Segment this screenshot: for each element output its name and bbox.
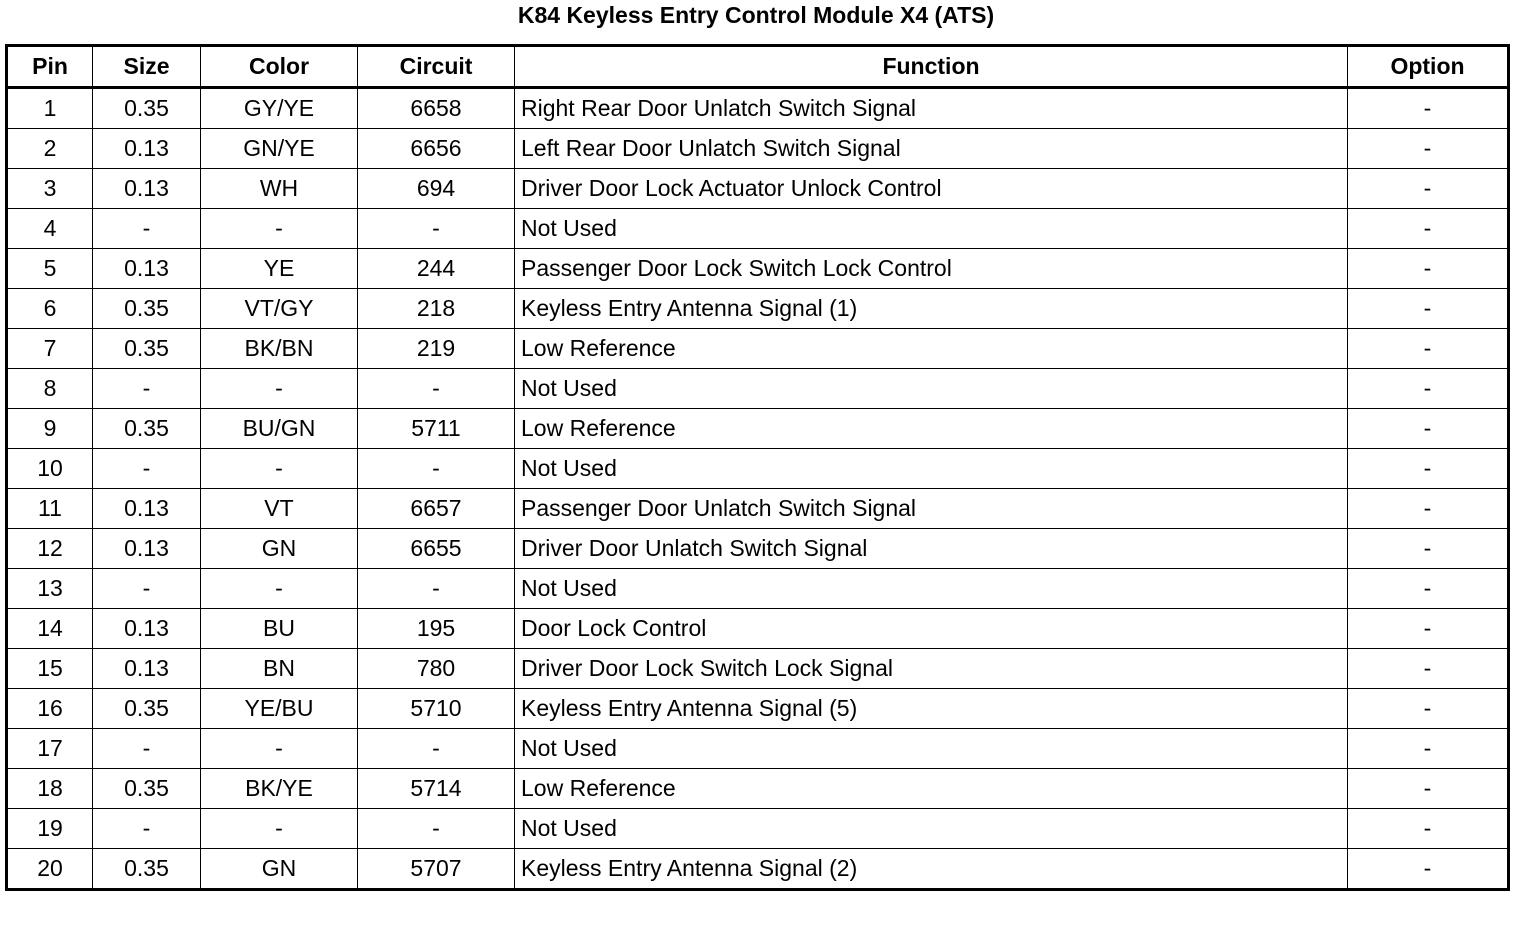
- cell-color: -: [201, 209, 358, 249]
- cell-size: 0.35: [93, 769, 201, 809]
- cell-function: Low Reference: [515, 409, 1348, 449]
- cell-color: BK/BN: [201, 329, 358, 369]
- table-row: [7, 369, 1509, 409]
- cell-pin: 13: [7, 569, 93, 609]
- table-row: [7, 129, 1509, 169]
- cell-size: 0.13: [93, 129, 201, 169]
- table-row: [7, 289, 1509, 329]
- cell-circuit: -: [358, 209, 515, 249]
- cell-circuit: 780: [358, 649, 515, 689]
- cell-size: 0.35: [93, 329, 201, 369]
- cell-pin: 2: [7, 129, 93, 169]
- cell-option: -: [1348, 289, 1509, 329]
- cell-function: Not Used: [515, 809, 1348, 849]
- cell-function: Not Used: [515, 449, 1348, 489]
- cell-function: Right Rear Door Unlatch Switch Signal: [515, 88, 1348, 129]
- cell-option: -: [1348, 569, 1509, 609]
- cell-pin: 19: [7, 809, 93, 849]
- cell-option: -: [1348, 129, 1509, 169]
- cell-pin: 14: [7, 609, 93, 649]
- cell-color: -: [201, 569, 358, 609]
- table-row: [7, 769, 1509, 809]
- cell-option: -: [1348, 689, 1509, 729]
- cell-circuit: -: [358, 449, 515, 489]
- pin-table: [5, 44, 1510, 891]
- cell-pin: 15: [7, 649, 93, 689]
- cell-size: -: [93, 809, 201, 849]
- cell-size: -: [93, 449, 201, 489]
- table-row: [7, 209, 1509, 249]
- cell-pin: 6: [7, 289, 93, 329]
- cell-option: -: [1348, 329, 1509, 369]
- cell-pin: 8: [7, 369, 93, 409]
- table-row: [7, 689, 1509, 729]
- cell-size: -: [93, 209, 201, 249]
- cell-color: YE: [201, 249, 358, 289]
- cell-circuit: 6656: [358, 129, 515, 169]
- cell-pin: 17: [7, 729, 93, 769]
- cell-option: -: [1348, 249, 1509, 289]
- cell-circuit: -: [358, 569, 515, 609]
- column-header-function: Function: [515, 46, 1348, 88]
- cell-color: BN: [201, 649, 358, 689]
- cell-pin: 4: [7, 209, 93, 249]
- table-header-row: [7, 46, 1509, 88]
- cell-option: -: [1348, 529, 1509, 569]
- table-row: [7, 329, 1509, 369]
- cell-circuit: 244: [358, 249, 515, 289]
- cell-circuit: 219: [358, 329, 515, 369]
- cell-pin: 20: [7, 849, 93, 890]
- cell-size: 0.35: [93, 88, 201, 129]
- cell-function: Driver Door Lock Switch Lock Signal: [515, 649, 1348, 689]
- cell-option: -: [1348, 769, 1509, 809]
- cell-size: 0.35: [93, 689, 201, 729]
- cell-function: Driver Door Unlatch Switch Signal: [515, 529, 1348, 569]
- cell-circuit: -: [358, 809, 515, 849]
- cell-function: Not Used: [515, 209, 1348, 249]
- cell-option: -: [1348, 169, 1509, 209]
- cell-function: Keyless Entry Antenna Signal (5): [515, 689, 1348, 729]
- table-row: [7, 569, 1509, 609]
- cell-circuit: 5711: [358, 409, 515, 449]
- cell-size: -: [93, 369, 201, 409]
- cell-function: Keyless Entry Antenna Signal (2): [515, 849, 1348, 890]
- cell-circuit: -: [358, 369, 515, 409]
- table-row: [7, 809, 1509, 849]
- table-row: [7, 409, 1509, 449]
- cell-option: -: [1348, 369, 1509, 409]
- cell-color: BK/YE: [201, 769, 358, 809]
- cell-option: -: [1348, 88, 1509, 129]
- cell-pin: 7: [7, 329, 93, 369]
- cell-option: -: [1348, 849, 1509, 890]
- cell-circuit: 5710: [358, 689, 515, 729]
- cell-circuit: 195: [358, 609, 515, 649]
- cell-function: Passenger Door Unlatch Switch Signal: [515, 489, 1348, 529]
- column-header-circuit: Circuit: [358, 46, 515, 88]
- cell-function: Not Used: [515, 369, 1348, 409]
- cell-pin: 3: [7, 169, 93, 209]
- cell-function: Passenger Door Lock Switch Lock Control: [515, 249, 1348, 289]
- table-row: [7, 729, 1509, 769]
- table-row: [7, 529, 1509, 569]
- cell-circuit: 694: [358, 169, 515, 209]
- cell-option: -: [1348, 649, 1509, 689]
- cell-color: GY/YE: [201, 88, 358, 129]
- cell-function: Low Reference: [515, 769, 1348, 809]
- cell-pin: 1: [7, 88, 93, 129]
- cell-color: WH: [201, 169, 358, 209]
- cell-circuit: -: [358, 729, 515, 769]
- cell-circuit: 5714: [358, 769, 515, 809]
- cell-color: GN: [201, 529, 358, 569]
- cell-size: 0.13: [93, 249, 201, 289]
- cell-size: 0.13: [93, 609, 201, 649]
- cell-function: Low Reference: [515, 329, 1348, 369]
- column-header-size: Size: [93, 46, 201, 88]
- cell-size: 0.13: [93, 169, 201, 209]
- cell-color: GN: [201, 849, 358, 890]
- table-row: [7, 849, 1509, 890]
- cell-function: Door Lock Control: [515, 609, 1348, 649]
- cell-color: GN/YE: [201, 129, 358, 169]
- table-row: [7, 169, 1509, 209]
- cell-color: BU/GN: [201, 409, 358, 449]
- cell-color: -: [201, 729, 358, 769]
- cell-size: 0.13: [93, 529, 201, 569]
- cell-option: -: [1348, 489, 1509, 529]
- cell-pin: 10: [7, 449, 93, 489]
- column-header-color: Color: [201, 46, 358, 88]
- cell-color: -: [201, 369, 358, 409]
- cell-option: -: [1348, 409, 1509, 449]
- cell-option: -: [1348, 809, 1509, 849]
- cell-option: -: [1348, 609, 1509, 649]
- cell-option: -: [1348, 729, 1509, 769]
- cell-color: -: [201, 449, 358, 489]
- cell-color: VT: [201, 489, 358, 529]
- table-body: [7, 88, 1509, 890]
- cell-function: Not Used: [515, 569, 1348, 609]
- cell-function: Keyless Entry Antenna Signal (1): [515, 289, 1348, 329]
- cell-color: BU: [201, 609, 358, 649]
- cell-circuit: 6655: [358, 529, 515, 569]
- column-header-pin: Pin: [7, 46, 93, 88]
- cell-circuit: 218: [358, 289, 515, 329]
- cell-option: -: [1348, 449, 1509, 489]
- cell-pin: 16: [7, 689, 93, 729]
- cell-pin: 9: [7, 409, 93, 449]
- cell-pin: 12: [7, 529, 93, 569]
- cell-size: -: [93, 569, 201, 609]
- cell-size: 0.13: [93, 649, 201, 689]
- cell-circuit: 6658: [358, 88, 515, 129]
- cell-size: 0.35: [93, 289, 201, 329]
- cell-pin: 11: [7, 489, 93, 529]
- column-header-option: Option: [1348, 46, 1509, 88]
- table-row: [7, 449, 1509, 489]
- table-row: [7, 249, 1509, 289]
- table-row: [7, 88, 1509, 129]
- cell-color: YE/BU: [201, 689, 358, 729]
- table-row: [7, 609, 1509, 649]
- cell-pin: 5: [7, 249, 93, 289]
- cell-option: -: [1348, 209, 1509, 249]
- cell-circuit: 5707: [358, 849, 515, 890]
- cell-color: -: [201, 809, 358, 849]
- cell-pin: 18: [7, 769, 93, 809]
- cell-color: VT/GY: [201, 289, 358, 329]
- cell-function: Driver Door Lock Actuator Unlock Control: [515, 169, 1348, 209]
- page-title: K84 Keyless Entry Control Module X4 (ATS): [517, 2, 995, 28]
- cell-size: 0.35: [93, 849, 201, 890]
- cell-function: Not Used: [515, 729, 1348, 769]
- table-row: [7, 649, 1509, 689]
- cell-size: 0.35: [93, 409, 201, 449]
- cell-size: 0.13: [93, 489, 201, 529]
- cell-size: -: [93, 729, 201, 769]
- table-row: [7, 489, 1509, 529]
- cell-circuit: 6657: [358, 489, 515, 529]
- cell-function: Left Rear Door Unlatch Switch Signal: [515, 129, 1348, 169]
